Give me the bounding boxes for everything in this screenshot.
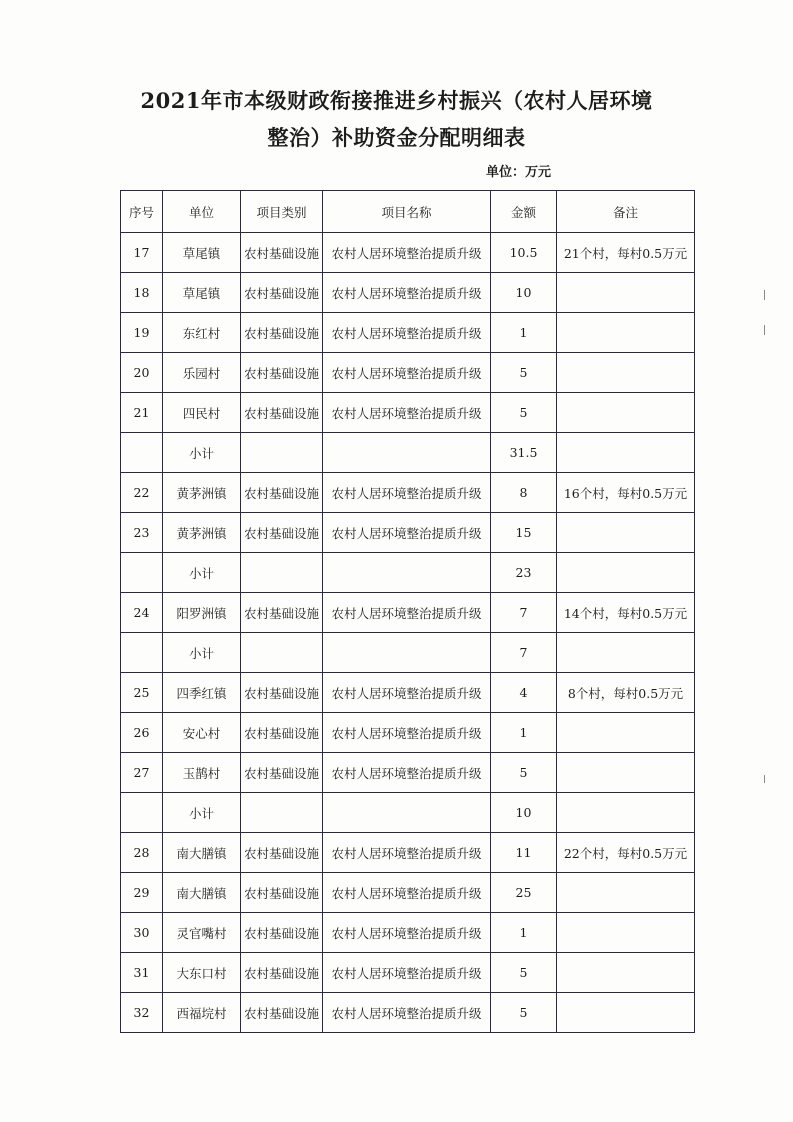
cell-note: [557, 913, 695, 953]
cell-amount: 8: [491, 473, 557, 513]
cell-note: 21个村，每村0.5万元: [557, 233, 695, 273]
scan-mark: [764, 290, 765, 300]
cell-no: [121, 633, 163, 673]
cell-category: 农村基础设施: [241, 473, 323, 513]
cell-no: 18: [121, 273, 163, 313]
cell-no: 19: [121, 313, 163, 353]
header-no: 序号: [121, 191, 163, 233]
cell-category: [241, 553, 323, 593]
cell-no: 21: [121, 393, 163, 433]
cell-no: 32: [121, 993, 163, 1033]
cell-project-name: 农村人居环境整治提质升级: [323, 313, 491, 353]
cell-project-name: 农村人居环境整治提质升级: [323, 713, 491, 753]
cell-amount: 7: [491, 593, 557, 633]
cell-note: [557, 273, 695, 313]
table-row: [121, 993, 695, 1033]
table-row: [121, 553, 695, 593]
cell-unit: 四季红镇: [163, 673, 241, 713]
table-row: [121, 793, 695, 833]
cell-note: [557, 353, 695, 393]
cell-unit: 灵官嘴村: [163, 913, 241, 953]
header-unit: 单位: [163, 191, 241, 233]
cell-no: 22: [121, 473, 163, 513]
cell-project-name: 农村人居环境整治提质升级: [323, 673, 491, 713]
cell-unit: 小计: [163, 553, 241, 593]
cell-amount: 5: [491, 393, 557, 433]
cell-unit: 黄茅洲镇: [163, 473, 241, 513]
table-row: [121, 953, 695, 993]
cell-no: 25: [121, 673, 163, 713]
cell-amount: 10: [491, 273, 557, 313]
cell-note: [557, 553, 695, 593]
cell-project-name: 农村人居环境整治提质升级: [323, 393, 491, 433]
cell-note: 22个村，每村0.5万元: [557, 833, 695, 873]
cell-project-name: 农村人居环境整治提质升级: [323, 593, 491, 633]
cell-no: 20: [121, 353, 163, 393]
cell-project-name: [323, 553, 491, 593]
cell-amount: 5: [491, 353, 557, 393]
cell-amount: 4: [491, 673, 557, 713]
cell-category: 农村基础设施: [241, 673, 323, 713]
cell-amount: 23: [491, 553, 557, 593]
table-row: [121, 353, 695, 393]
cell-category: 农村基础设施: [241, 753, 323, 793]
cell-no: 28: [121, 833, 163, 873]
table-row: [121, 873, 695, 913]
table-row: [121, 313, 695, 353]
cell-project-name: 农村人居环境整治提质升级: [323, 233, 491, 273]
cell-category: 农村基础设施: [241, 233, 323, 273]
unit-label: 单位：万元: [486, 165, 552, 180]
cell-unit: 乐园村: [163, 353, 241, 393]
cell-category: 农村基础设施: [241, 313, 323, 353]
cell-unit: 小计: [163, 633, 241, 673]
cell-no: 27: [121, 753, 163, 793]
cell-category: [241, 793, 323, 833]
cell-no: [121, 793, 163, 833]
cell-category: 农村基础设施: [241, 593, 323, 633]
table-row: [121, 913, 695, 953]
title-line-1: 2021年市本级财政衔接推进乡村振兴（农村人居环境: [140, 88, 653, 113]
cell-project-name: 农村人居环境整治提质升级: [323, 953, 491, 993]
cell-unit: 小计: [163, 793, 241, 833]
cell-note: [557, 313, 695, 353]
table-row: [121, 753, 695, 793]
cell-category: 农村基础设施: [241, 873, 323, 913]
table-row: [121, 393, 695, 433]
cell-note: [557, 513, 695, 553]
cell-amount: 25: [491, 873, 557, 913]
cell-amount: 1: [491, 313, 557, 353]
table-header-row: [121, 191, 695, 233]
cell-category: 农村基础设施: [241, 953, 323, 993]
cell-project-name: 农村人居环境整治提质升级: [323, 353, 491, 393]
table-row: [121, 513, 695, 553]
cell-no: 31: [121, 953, 163, 993]
header-project-name: 项目名称: [323, 191, 491, 233]
cell-note: 14个村，每村0.5万元: [557, 593, 695, 633]
table-row: [121, 473, 695, 513]
cell-project-name: [323, 793, 491, 833]
cell-project-name: 农村人居环境整治提质升级: [323, 513, 491, 553]
allocation-table: [120, 190, 695, 1033]
cell-category: 农村基础设施: [241, 713, 323, 753]
table-row: [121, 233, 695, 273]
cell-amount: 1: [491, 713, 557, 753]
header-note: 备注: [557, 191, 695, 233]
scan-mark: [764, 325, 765, 335]
cell-amount: 5: [491, 993, 557, 1033]
cell-unit: 南大膳镇: [163, 833, 241, 873]
table-row: [121, 633, 695, 673]
cell-amount: 15: [491, 513, 557, 553]
cell-amount: 7: [491, 633, 557, 673]
cell-amount: 5: [491, 753, 557, 793]
cell-amount: 11: [491, 833, 557, 873]
cell-no: 17: [121, 233, 163, 273]
cell-unit: 黄茅洲镇: [163, 513, 241, 553]
cell-amount: 31.5: [491, 433, 557, 473]
cell-unit: 玉鹊村: [163, 753, 241, 793]
cell-amount: 10: [491, 793, 557, 833]
cell-no: 24: [121, 593, 163, 633]
cell-category: 农村基础设施: [241, 993, 323, 1033]
cell-amount: 5: [491, 953, 557, 993]
cell-unit: 南大膳镇: [163, 873, 241, 913]
cell-note: [557, 993, 695, 1033]
cell-no: [121, 553, 163, 593]
cell-note: [557, 713, 695, 753]
cell-unit: 四民村: [163, 393, 241, 433]
cell-no: 30: [121, 913, 163, 953]
cell-category: 农村基础设施: [241, 273, 323, 313]
table-row: [121, 713, 695, 753]
cell-no: 26: [121, 713, 163, 753]
cell-category: 农村基础设施: [241, 913, 323, 953]
header-category: 项目类别: [241, 191, 323, 233]
cell-project-name: 农村人居环境整治提质升级: [323, 913, 491, 953]
cell-note: [557, 793, 695, 833]
cell-note: [557, 393, 695, 433]
cell-project-name: 农村人居环境整治提质升级: [323, 273, 491, 313]
scan-mark: [764, 775, 765, 783]
cell-unit: 大东口村: [163, 953, 241, 993]
page-title: [60, 82, 733, 156]
cell-amount: 10.5: [491, 233, 557, 273]
cell-unit: 小计: [163, 433, 241, 473]
cell-unit: 草尾镇: [163, 273, 241, 313]
cell-note: [557, 953, 695, 993]
cell-category: 农村基础设施: [241, 393, 323, 433]
table-row: [121, 273, 695, 313]
title-line-2: 整治）补助资金分配明细表: [267, 125, 526, 150]
cell-amount: 1: [491, 913, 557, 953]
cell-project-name: 农村人居环境整治提质升级: [323, 993, 491, 1033]
cell-no: 23: [121, 513, 163, 553]
cell-note: [557, 633, 695, 673]
header-amount: 金额: [491, 191, 557, 233]
cell-no: 29: [121, 873, 163, 913]
cell-unit: 草尾镇: [163, 233, 241, 273]
cell-category: 农村基础设施: [241, 513, 323, 553]
cell-note: 16个村，每村0.5万元: [557, 473, 695, 513]
cell-project-name: 农村人居环境整治提质升级: [323, 473, 491, 513]
cell-category: 农村基础设施: [241, 353, 323, 393]
cell-project-name: 农村人居环境整治提质升级: [323, 873, 491, 913]
cell-note: 8个村，每村0.5万元: [557, 673, 695, 713]
cell-project-name: 农村人居环境整治提质升级: [323, 753, 491, 793]
cell-project-name: [323, 433, 491, 473]
table-row: [121, 593, 695, 633]
cell-unit: 阳罗洲镇: [163, 593, 241, 633]
cell-no: [121, 433, 163, 473]
table-row: [121, 833, 695, 873]
table-row: [121, 673, 695, 713]
cell-unit: 东红村: [163, 313, 241, 353]
cell-note: [557, 873, 695, 913]
cell-category: [241, 433, 323, 473]
cell-project-name: [323, 633, 491, 673]
cell-unit: 安心村: [163, 713, 241, 753]
cell-note: [557, 433, 695, 473]
cell-category: 农村基础设施: [241, 833, 323, 873]
cell-unit: 西福垸村: [163, 993, 241, 1033]
table-row: [121, 433, 695, 473]
cell-note: [557, 753, 695, 793]
cell-project-name: 农村人居环境整治提质升级: [323, 833, 491, 873]
cell-category: [241, 633, 323, 673]
